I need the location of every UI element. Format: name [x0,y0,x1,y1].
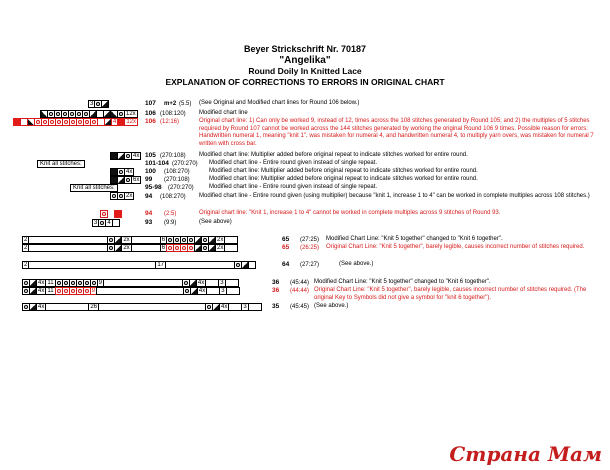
round-number: 93 [145,219,153,226]
chart-cell: 3 [220,280,224,286]
row-description: Modified chart line: Multiplier added before original repeat to indicate stitches worked for entire round. [209,168,478,174]
chart-cell [131,236,161,244]
decrease-symbol [101,100,109,108]
chart-cell: 4 [107,220,111,226]
chart-cell: 3 [243,304,247,310]
row-description: Original chart line: 1) Can only be worked 9, instead of 12, times across the 108 stitches generated by Round 105; and 2) the multiples of 5 stitches required by Round 107 cannot be worked across the 144 stitches generated by working the original Round 106 9 times. Possible reason for errors: Handwritten numeral 1, meaning "knit 1", was mistaken for numeral 4, and handwritten numeral 4, to multiply yarn overs, was mistaken for numeral 7 written with cross bar. [199,118,594,147]
chart-cell: 12x [126,111,136,117]
chart-cell: 4 [113,119,117,125]
chart-cell: 4x [126,169,133,175]
chart-cell [225,279,239,287]
chart-cell [224,244,238,252]
chart-cell: 4x [38,280,45,286]
stitch-count: (44:44) [290,288,310,294]
chart-row-94-original [100,210,121,218]
chart-cell: 4x [197,280,205,286]
stitch-count: (108:120) [160,111,186,117]
round-number: 94 [145,193,153,200]
chart-cell: 9 [91,288,95,294]
stitch-count: (45:45) [290,304,310,310]
chart-cell: 11 [47,288,54,294]
chart-cell: 6 [161,245,166,251]
round-number: 36 [272,279,280,286]
stitch-count: (2:5) [164,211,177,217]
row-description: (See above) [199,219,232,225]
chart-cell: 2 [24,245,28,251]
chart-row-101-104 [37,160,85,168]
chart-cell: 3 [221,288,225,294]
stitch-count: (270:270) [168,185,194,191]
round-number: 95-98 [145,184,162,191]
round-number: 65 [282,244,290,251]
chart-cell: 17 [157,262,165,268]
chart-cell: 4x [38,304,45,310]
row-description: Modified Chart Line: "Knit 5 together" changed to "Knit 6 together". [314,279,491,285]
chart-cell [28,236,108,244]
chart-cell: 26 [90,304,98,310]
stitch-count: m+2 [164,101,177,107]
chart-cell [103,279,183,287]
round-number: 64 [282,261,290,268]
chart-cell [228,303,242,311]
chart-cell: 12x [126,119,137,125]
chart-row-95-98 [70,184,118,192]
knit-all-label: Knit all stitches: [70,184,118,192]
chart-row-35 [22,303,261,311]
stitch-count: (270:270) [172,161,198,167]
stitch-count: (270:108) [164,177,190,183]
row-description: (See above.) [314,303,349,309]
chart-row-94-modified [110,192,133,200]
chart-cell: 4x [221,304,228,310]
chart-cell [45,303,89,311]
stitch-count: (9:9) [164,220,177,226]
chart-cell [131,244,161,252]
chart-cell [248,261,256,269]
stitch-ratio: (5.5) [179,101,192,107]
chart-cell: 2x [123,245,130,251]
chart-row-99 [110,176,140,184]
chart-cell [28,261,156,269]
chart-row-36-original [22,287,239,295]
row-description: Original Chart Line: "Knit 5 together", barely legible, causes incorrect number of stitches required. (The original Key to Symbols did not give a symbol for "knit 6 together"). [314,287,587,301]
pattern-number: Beyer Strickschrift Nr. 70187 [243,44,367,54]
stitch-count: (12:16) [160,119,180,125]
chart-cell: 4x [38,288,45,294]
chart-cell: 2x [217,245,224,251]
section-title: EXPLANATION OF CORRECTIONS TO ERRORS IN ORIGINAL CHART [165,77,445,87]
chart-row-105 [110,152,140,160]
chart-cell [112,219,120,227]
chart-cell: 2 [24,237,28,243]
site-watermark: Страна Мам [449,442,602,466]
stitch-count: (45:44) [290,280,310,286]
chart-row-106-original [13,118,137,126]
chart-cell: 4x [198,288,206,294]
chart-cell: 6x [133,177,140,183]
chart-row-100 [110,168,133,176]
round-number: 35 [272,303,280,310]
chart-cell: 2x [217,237,224,243]
chart-cell: 4x [133,153,140,159]
chart-row-65-modified [22,236,237,244]
chart-cell: 2 [24,262,28,268]
pattern-name: "Angelika" [279,55,331,66]
round-number: 106 [145,118,156,125]
row-description: Modified chart line - Entire round given instead of single repeat. [209,184,378,190]
chart-cell [226,287,240,295]
chart-cell [98,303,206,311]
chart-cell: 2x [123,237,130,243]
chart-cell: 2x [126,193,133,199]
row-description: Modified chart line: Multiplier added before original repeat to indicate stitches worked for entire round. [209,176,478,182]
row-description: Original chart line: "Knit 1, increase 1 to 4" cannot be worked in complete multiples across 9 stitches of Round 93. [199,210,501,216]
highlight-cell [114,210,122,218]
row-description: Modified chart line - Entire round given instead of single repeat. [209,160,378,166]
chart-row-106-modified [40,110,137,118]
round-number: 106 [145,110,156,117]
chart-cell: 3 [94,220,98,226]
row-description: Modified Chart Line: "Knit 5 together" changed to "Knit 6 together". [326,236,503,242]
round-number: 101-104 [145,160,169,167]
round-number: 105 [145,152,156,159]
row-description: Original Chart Line: "Knit 5 together", barely legible, causes incorrect number of stitches required. [326,244,585,250]
chart-cell: 3 [90,101,94,107]
row-description: (See above.) [339,261,374,267]
chart-row-93 [92,219,119,227]
knit-all-label: Knit all stitches: [37,160,85,168]
round-number: 100 [145,168,156,175]
row-description: Modified chart line [199,110,248,116]
stitch-count: (26:25) [300,245,320,251]
row-description: Modified chart line: Multiplier added before original repeat to indicate stitches worked for entire round. [199,152,468,158]
chart-row-65-original [22,244,237,252]
chart-cell [248,303,262,311]
row-description: (See Original and Modified chart lines for Round 106 below.) [199,100,360,106]
chart-row-36-modified [22,279,238,287]
chart-row-107 [88,100,108,108]
chart-row-64 [22,261,255,269]
chart-cell [205,279,219,287]
chart-cell [28,244,108,252]
stitch-count: (27:25) [300,237,320,243]
stitch-count: (108:270) [160,194,186,200]
stitch-count: (270:108) [160,153,186,159]
round-number: 65 [282,236,290,243]
round-number: 107 [145,100,156,107]
chart-cell [165,261,235,269]
stitch-count: (108:270) [164,169,190,175]
row-description: Modified chart line - Entire round given (using multiplier) because "knit 1, increase 1 to 4" can be worked in complete multiples across 108 stitches.) [199,193,590,199]
chart-cell [206,287,220,295]
chart-cell [224,236,238,244]
round-number: 36 [272,287,280,294]
round-number: 94 [145,210,153,217]
pattern-subtitle: Round Doily In Knitted Lace [248,66,362,76]
chart-cell: 9 [98,280,102,286]
round-number: 99 [145,176,153,183]
stitch-count: (27:27) [300,262,320,268]
chart-cell: 6 [161,237,166,243]
chart-cell [96,287,184,295]
chart-cell: 11 [47,280,54,286]
